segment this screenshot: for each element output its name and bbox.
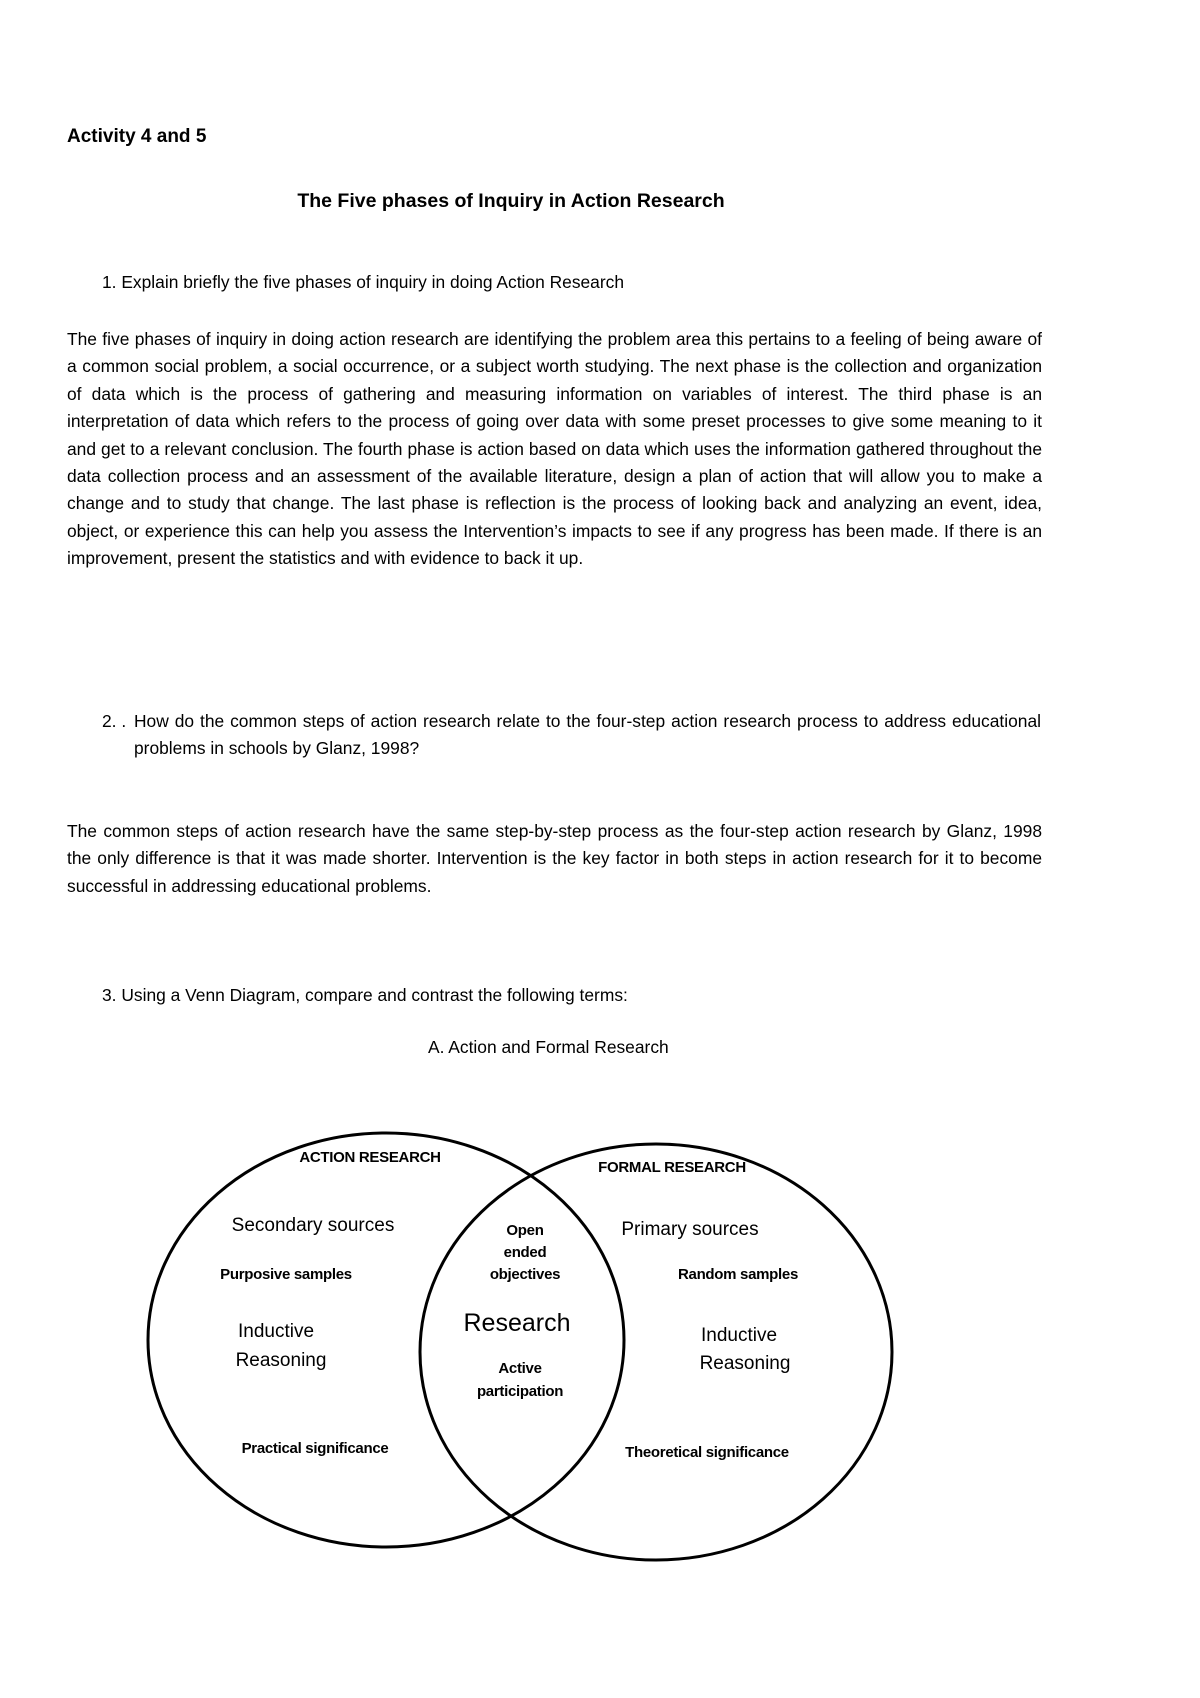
answer-1: The five phases of inquiry in doing action research are identifying the problem area this pertains to a feeling of being aware of a common social problem, a social occurrence, or a subject worth studying. The next phase is the collection and organization of data which is the process of gathering and measuring information on variables of interest. The third phase is an interpretation of data which refers to the process of going over data with some preset processes to give some meaning to it and get to a relevant conclusion. The fourth phase is action based on data which uses the information gathered throughout the data collection process and an assessment of the available literature, design a plan of action that will allow you to make a change and to study that change. The last phase is reflection is the process of looking back and analyzing an event, idea, object, or experience this can help you assess the Intervention’s impacts to see if any progress has been made. If there is an improvement, present the statistics and with evidence to back it up. [67,329,1042,569]
venn-center-item: Research [463,1309,571,1337]
venn-center-item: Active [498,1360,542,1377]
venn-right-item: Reasoning [699,1353,791,1374]
action-research-circle [148,1133,624,1547]
venn-left-item: Inductive [237,1321,315,1342]
venn-center-item: objectives [489,1266,561,1283]
venn-left-item: Secondary sources [231,1215,395,1236]
question-3: 3. Using a Venn Diagram, compare and contrast the following terms: [102,985,628,1005]
page-title: The Five phases of Inquiry in Action Research [297,190,725,212]
venn-center-item: participation [476,1383,564,1400]
question-1: 1. Explain briefly the five phases of inquiry in doing Action Research [102,272,625,292]
venn-left-item: Practical significance [241,1440,389,1457]
venn-right-title: FORMAL RESEARCH [598,1159,746,1176]
venn-left-item: Purposive samples [220,1266,352,1283]
venn-right-item: Primary sources [621,1219,759,1240]
venn-right-item: Random samples [677,1266,799,1283]
venn-center-item: Open [506,1222,544,1239]
question-3a: A. Action and Formal Research [428,1037,669,1057]
venn-right-item: Theoretical significance [625,1444,789,1461]
question-2-number: 2. . [102,711,127,731]
venn-center-item: ended [503,1244,547,1261]
question-2: How do the common steps of action research relate to the four-step action research process to address educational problems in schools by Glanz, 1998? [134,711,1041,759]
venn-left-title: ACTION RESEARCH [299,1149,441,1166]
venn-left-item: Reasoning [235,1350,327,1371]
venn-right-item: Inductive [700,1325,778,1346]
formal-research-circle [420,1144,892,1560]
answer-2: The common steps of action research have the same step-by-step process as the four-step action research by Glanz, 1998 the only difference is that it was made shorter. Intervention is the key factor in both steps in action research for it to become successful in addressing educational problems. [67,821,1042,896]
activity-heading: Activity 4 and 5 [67,126,207,147]
